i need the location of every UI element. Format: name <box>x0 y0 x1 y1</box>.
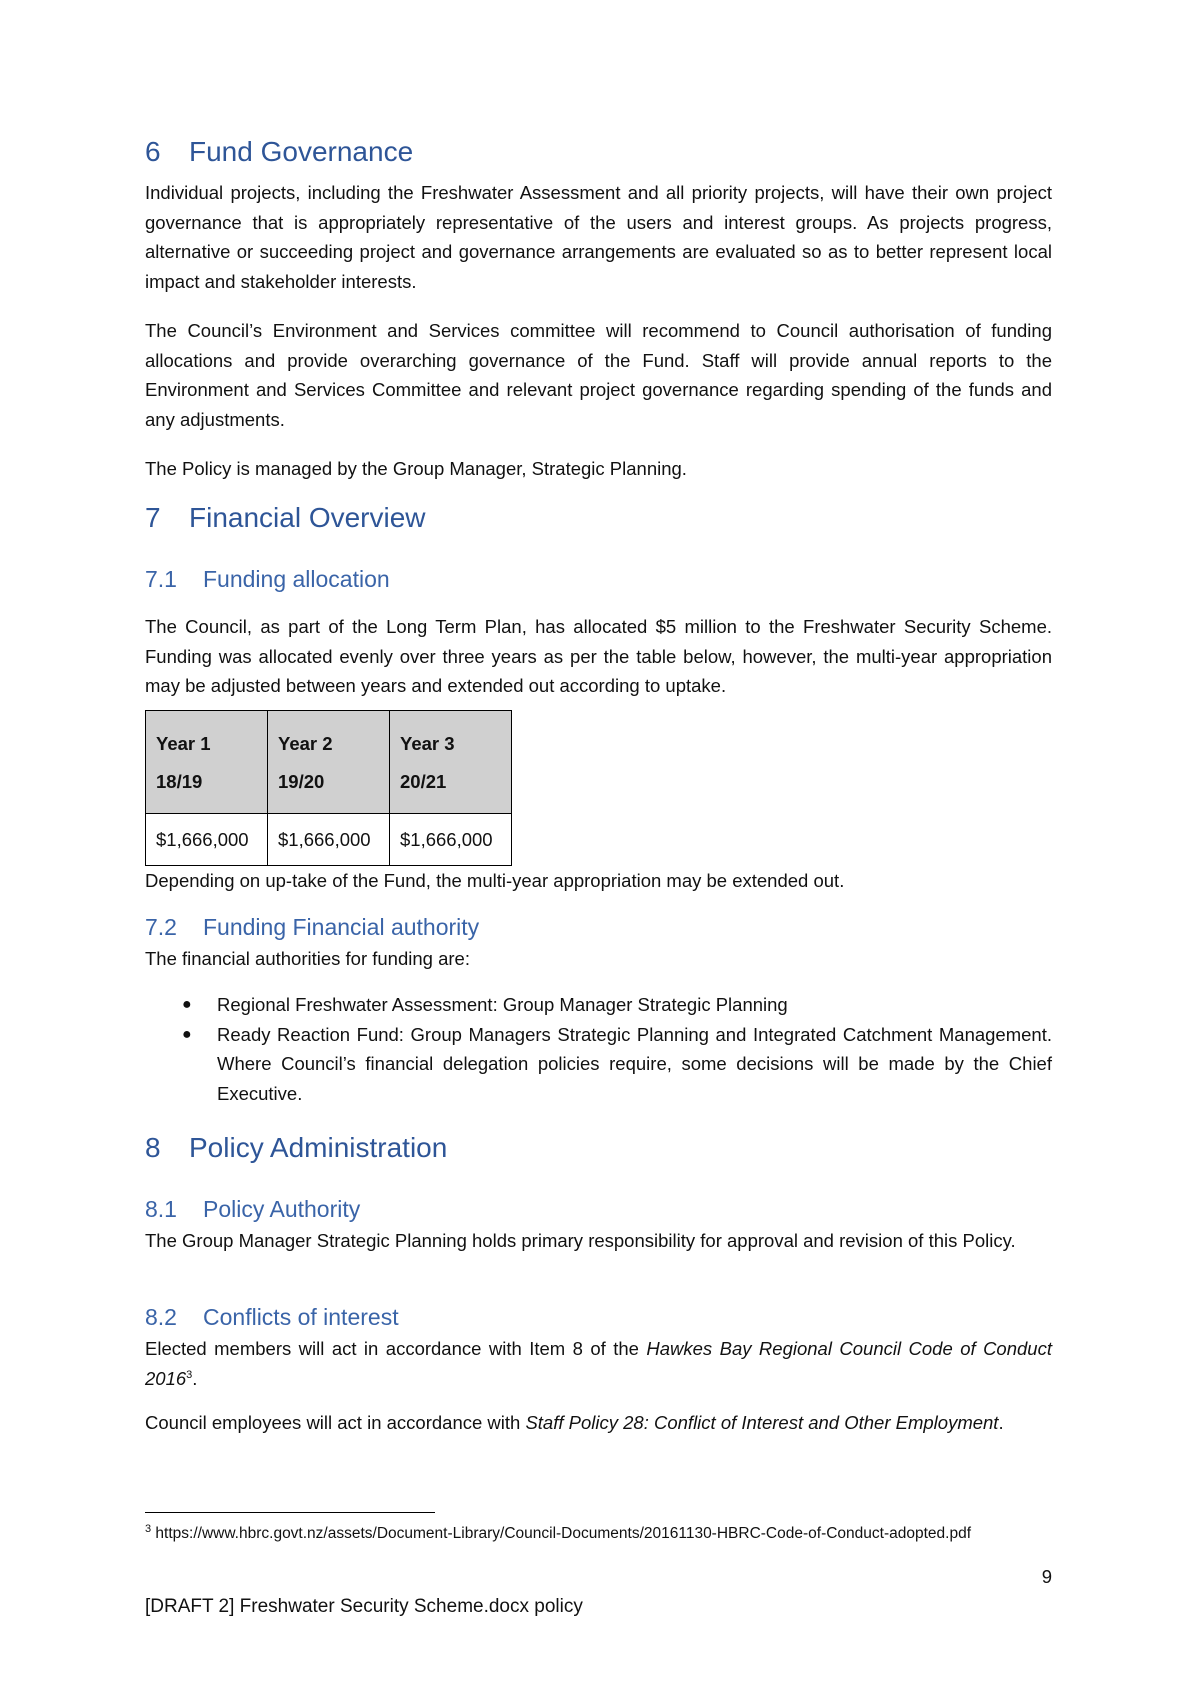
heading-title: Funding Financial authority <box>203 914 480 940</box>
heading-section-7 <box>145 502 426 534</box>
table-header-cell: Year 2 19/20 <box>268 711 390 814</box>
heading-section-8 <box>145 1132 447 1164</box>
bullet-icon: ● <box>182 1025 192 1043</box>
heading-title: Policy Authority <box>203 1196 361 1222</box>
heading-title: Conflicts of interest <box>203 1304 399 1330</box>
heading-number: 7.1 <box>145 566 177 592</box>
paragraph: Council employees will act in accordance with Staff Policy 28: Conflict of Interest and Other Employment. <box>145 1412 1004 1433</box>
paragraph: The Council’s Environment and Services committee will recommend to Council authorisation of funding allocations and provide overarching governance of the Fund. Staff will provide annual reports to the Environment and Services Committee and relevant project governance regarding spending of the funds and any adjustments. <box>145 320 1052 430</box>
footer-title: [DRAFT 2] Freshwater Security Scheme.docx policy <box>145 1596 583 1617</box>
heading-section-7-2 <box>145 914 479 941</box>
heading-number: 8.1 <box>145 1196 177 1222</box>
heading-section-7-1 <box>145 566 390 593</box>
heading-section-8-1 <box>145 1196 360 1223</box>
heading-number: 7 <box>145 502 161 533</box>
authority-list <box>145 990 1052 1108</box>
table-row <box>146 814 512 866</box>
footnote <box>145 1522 1052 1543</box>
footnote-separator <box>145 1512 435 1513</box>
paragraph: Depending on up-take of the Fund, the multi-year appropriation may be extended out. <box>145 870 845 891</box>
footnote-marker: 3 <box>145 1522 152 1535</box>
code-of-conduct-title: Hawkes Bay Regional Council Code of Conduct 2016 <box>145 1338 1052 1389</box>
list-item: ● Ready Reaction Fund: Group Managers Strategic Planning and Integrated Catchment Management. Where Council’s financial delegation policies require, some decisions will be made by the Chief Executive. <box>145 1020 1052 1109</box>
page-number: 9 <box>1041 1566 1052 1587</box>
table-header-cell: Year 1 18/19 <box>146 711 268 814</box>
paragraph: The financial authorities for funding are: <box>145 948 470 969</box>
staff-policy-title: Staff Policy 28: Conflict of Interest and Other Employment <box>525 1412 999 1433</box>
paragraph: The Council, as part of the Long Term Plan, has allocated $5 million to the Freshwater Security Scheme. Funding was allocated evenly over three years as per the table below, however, the multi-year appropriation may be adjusted between years and extended out according to uptake. <box>145 616 1052 696</box>
heading-number: 7.2 <box>145 914 177 940</box>
paragraph: The Group Manager Strategic Planning holds primary responsibility for approval and revision of this Policy. <box>145 1230 1016 1251</box>
table-cell: $1,666,000 <box>146 814 268 866</box>
heading-title: Funding allocation <box>203 566 390 592</box>
heading-section-8-2 <box>145 1304 399 1331</box>
table-cell: $1,666,000 <box>268 814 390 866</box>
bullet-icon: ● <box>182 996 192 1013</box>
heading-number: 8 <box>145 1132 161 1163</box>
heading-number: 6 <box>145 136 161 167</box>
table-cell: $1,666,000 <box>390 814 512 866</box>
heading-title: Policy Administration <box>189 1132 448 1163</box>
paragraph: Elected members will act in accordance with Item 8 of the Hawkes Bay Regional Council Code of Conduct 2016$^3$. <box>145 1338 1052 1389</box>
heading-title: Fund Governance <box>189 136 414 167</box>
funding-table <box>145 710 512 866</box>
heading-title: Financial Overview <box>189 502 426 533</box>
table-header-cell: Year 3 20/21 <box>390 711 512 814</box>
table-header-row <box>146 711 512 814</box>
footnote-link[interactable]: https://www.hbrc.govt.nz/assets/Document-Library/Council-Documents/20161130-HBRC-Code-of-Conduct-adopted.pdf <box>151 1525 972 1542</box>
heading-section-6 <box>145 136 413 168</box>
footnote-reference[interactable]: 3 <box>186 1368 193 1381</box>
heading-number: 8.2 <box>145 1304 177 1330</box>
list-item: ● Regional Freshwater Assessment: Group Manager Strategic Planning <box>145 990 1052 1020</box>
paragraph: Individual projects, including the Freshwater Assessment and all priority projects, will have their own project governance that is appropriately representative of the users and interest groups. As projects progress, alternative or succeeding project and governance arrangements are evaluated so as to better represent local impact and stakeholder interests. <box>145 182 1052 292</box>
paragraph: The Policy is managed by the Group Manager, Strategic Planning. <box>145 458 687 479</box>
